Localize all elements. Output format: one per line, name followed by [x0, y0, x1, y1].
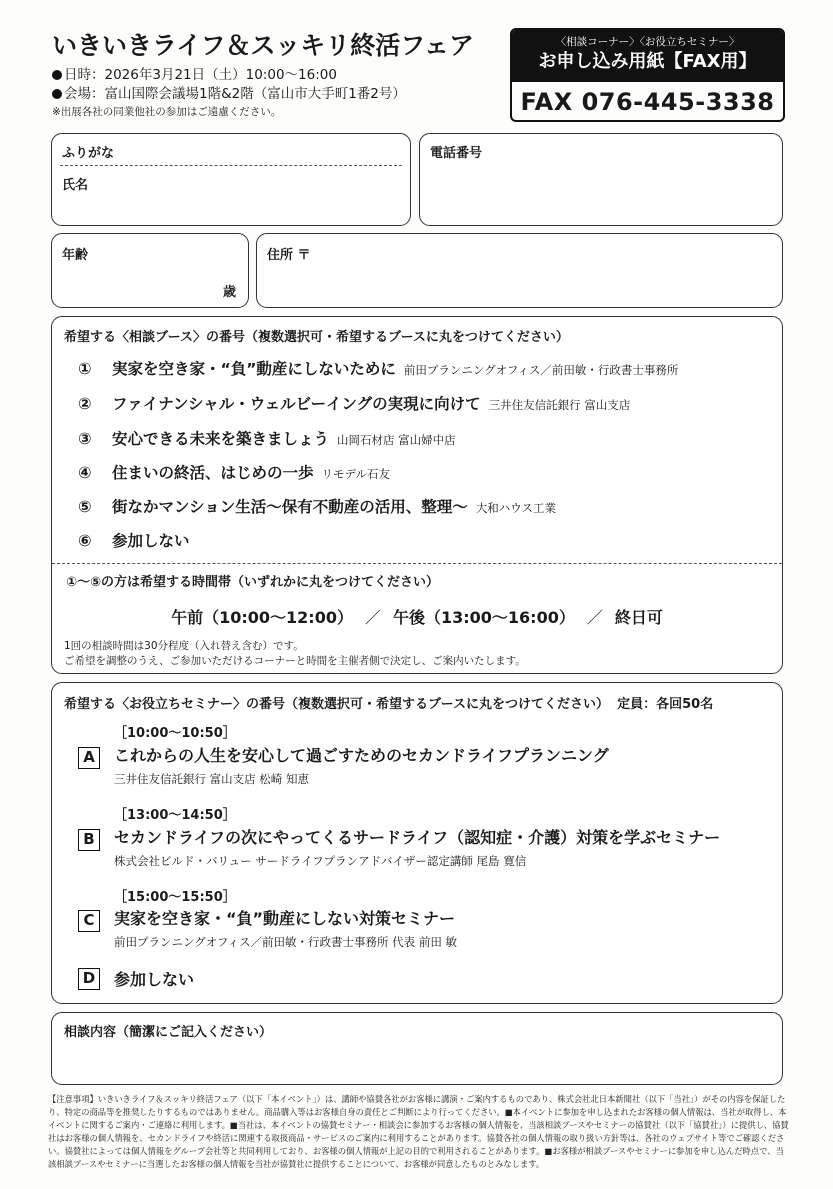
seminar-b-time: ［13:00〜14:50］ [114, 808, 236, 823]
booth-item-3[interactable]: ③ 安心できる未来を築きましょう 山岡石材店 富山婦中店 [78, 429, 456, 448]
phone-label: 電話番号 [430, 146, 483, 161]
footer-notice: 【注意事項】いきいきライフ＆スッキリ終活フェア（以下「本イベント」）は、講師や協賛各社がお客様に講演・ご案内するものであり、株式会社北日本新聞社（以下「当社」）がその内容を保証したり、特定の商品等を推奨したりするものではありません。商品購入等はお客様自身の責任とご判断により行ってください。■本イベントに参加を申し込まれたお客様の個人情報は、当社が取得し、本イベントに関するご案内・ご連絡に利用します。■当社は、本イベントの協賛セミナー・相談会に参加するお客様の個人情報を、当該相談ブースやセミナーの協賛社（以下「協賛社」）に提供し、協賛社はお客様の個人情報を、セカンドライフや終活に関連する取扱商品・サービスのご案内に利用することがあります。協賛各社の個人情報の取り扱い方針等は、各社のウェブサイト等でご確認ください。協賛社によっては個人情報をグループ会社等と共同利用しており、お客様の個人情報が上記の目的で利用されることがあります。■お客様が相談ブースやセミナーに参加を申し込んだ時点で、当該相談ブースやセミナーに当選したお客様の個人情報を当社が協賛社に提供することについて、お客様が同意したものとみなします。 [48, 1094, 789, 1169]
bullet-icon [52, 70, 62, 80]
bullet-icon [52, 89, 62, 99]
divider [52, 563, 782, 564]
divider [60, 165, 402, 166]
seminar-d-title: 参加しない [114, 970, 195, 989]
header-note: ※出展各社の同業他社の参加はご遠慮ください。 [52, 106, 282, 118]
seminar-c-title: 実家を空き家・“負”動産にしない対策セミナー [114, 909, 456, 928]
name-field[interactable] [51, 133, 411, 226]
booth-item-1[interactable]: ① 実家を空き家・“負”動産にしないために 前田プランニングオフィス／前田敏・行政書士事務所 [78, 359, 679, 378]
booth-note-2: ご希望を調整のうえ、ご参加いただけるコーナーと時間を主催者側で決定し、ご案内いたします。 [64, 655, 526, 667]
seminar-section [51, 682, 783, 1004]
seminar-a-speaker: 三井住友信託銀行 富山支店 松崎 知恵 [114, 772, 309, 786]
seminar-b-title: セカンドライフの次にやってくるサードライフ（認知症・介護）対策を学ぶセミナー [114, 828, 721, 847]
booth-note-1: 1回の相談時間は30分程度（入れ替え含む）です。 [64, 640, 304, 652]
phone-field[interactable] [419, 133, 783, 226]
page-title: いきいきライフ＆スッキリ終活フェア [52, 31, 475, 60]
consultation-field[interactable] [51, 1012, 783, 1085]
event-date: 日時：2026年3月21日（土）10:00〜16:00 [52, 66, 492, 85]
age-field[interactable] [51, 233, 249, 308]
address-label: 住所 〒 [267, 248, 311, 263]
time-pm-option[interactable]: 午後（13:00〜16:00） [392, 608, 575, 627]
seminar-capacity: 定員：各回50名 [617, 697, 714, 712]
seminar-a-option[interactable]: A [78, 747, 100, 769]
separator: ／ [586, 608, 603, 627]
event-venue: 会場：富山国際会議場1階&2階（富山市大手町1番2号） [52, 85, 492, 104]
seminar-a-title: これからの人生を安心して過ごすためのセカンドライフプランニング [114, 746, 609, 765]
seminar-b-option[interactable]: B [78, 829, 100, 851]
seminar-d-option[interactable]: D [78, 968, 100, 990]
booth-item-4[interactable]: ④ 住まいの終活、はじめの一歩 リモデル石友 [78, 463, 390, 482]
age-unit: 歳 [222, 285, 236, 300]
time-heading: ①〜⑤の方は希望する時間帯（いずれかに丸をつけてください） [66, 575, 440, 590]
seminar-c-option[interactable]: C [78, 910, 100, 932]
fax-box [510, 28, 785, 122]
booth-heading: 希望する〈相談ブース〉の番号（複数選択可・希望するブースに丸をつけてください） [64, 330, 569, 345]
time-all-option[interactable]: 終日可 [614, 608, 663, 627]
age-label: 年齢 [62, 248, 89, 263]
booth-item-5[interactable]: ⑤ 街なかマンション生活〜保有不動産の活用、整理〜 大和ハウス工業 [78, 497, 556, 516]
separator: ／ [364, 608, 381, 627]
consultation-label: 相談内容（簡潔にご記入ください） [64, 1025, 273, 1040]
furigana-label: ふりがな [62, 146, 115, 161]
booth-item-2[interactable]: ② ファイナンシャル・ウェルビーイングの実現に向けて 三井住友信託銀行 富山支店 [78, 394, 631, 413]
fax-subtitle: 〈相談コーナー〉〈お役立ちセミナー〉 [555, 36, 740, 48]
seminar-b-speaker: 株式会社ビルド・バリュー サードライフプランアドバイザー認定講師 尾島 寛信 [114, 854, 527, 868]
fax-number: FAX 076-445-3338 [520, 88, 775, 116]
seminar-c-time: ［15:00〜15:50］ [114, 890, 236, 905]
name-label: 氏名 [62, 178, 89, 193]
time-options [52, 605, 782, 628]
header [52, 26, 492, 120]
seminar-heading: 希望する〈お役立ちセミナー〉の番号（複数選択可・希望するブースに丸をつけてください） 定員：各回50名 [64, 697, 714, 712]
seminar-a-time: ［10:00〜10:50］ [114, 726, 236, 741]
booth-section [51, 316, 783, 674]
booth-item-6[interactable]: ⑥ 参加しない [78, 531, 190, 550]
time-am-option[interactable]: 午前（10:00〜12:00） [171, 608, 353, 627]
address-field[interactable] [256, 233, 783, 308]
fax-form-title: お申し込み用紙【FAX用】 [538, 51, 757, 72]
seminar-c-speaker: 前田プランニングオフィス／前田敏・行政書士事務所 代表 前田 敏 [114, 935, 457, 949]
